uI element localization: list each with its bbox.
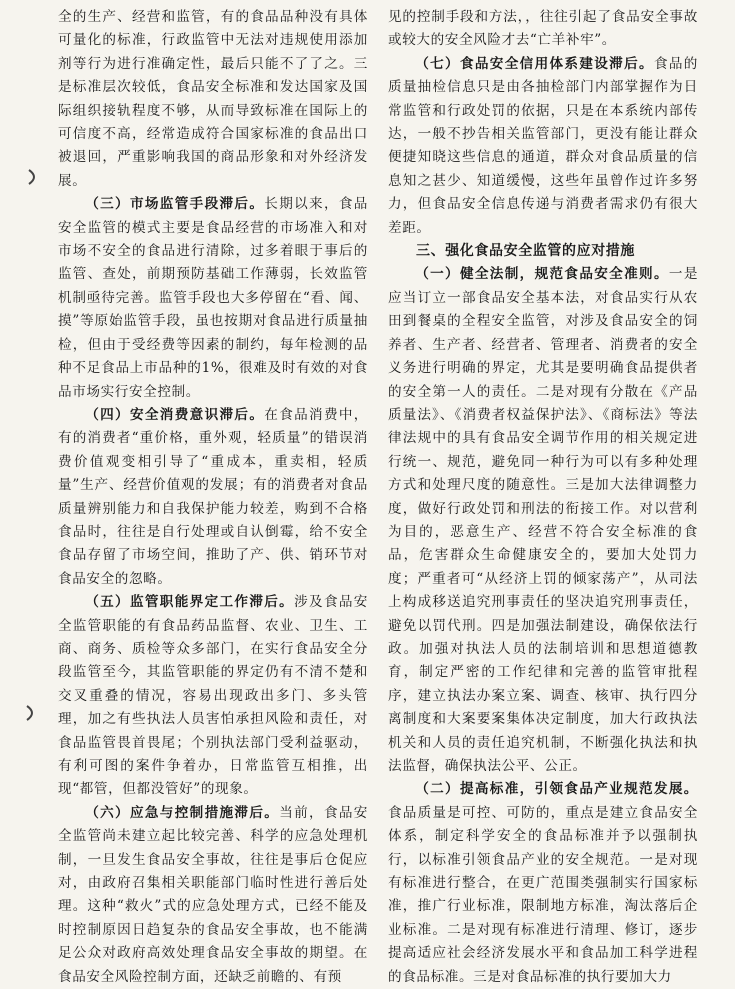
subsection-heading: （五）监管职能界定工作滞后。 [85, 594, 295, 611]
paragraph [58, 193, 368, 404]
subsection-heading: （一）健全法制，规范食品安全准则。 [415, 266, 669, 283]
paragraph: 全的生产、经营和监管，有的食品品种没有具体可量化的标准，行政监管中无法对违规使用添加剂等行为进行准确定性，最后只能不了了之。三是标准层次较低，食品安全标准和发达国家及国际组织接轨程度不够，从而导致标准在国际上的可信度不高，经常造成符合国家标准的食品出口被退回，严重影响我国的商品形象和对外经济发展。 [58, 9, 368, 189]
paragraph [388, 263, 698, 778]
paragraph [388, 778, 698, 989]
section-title: 三、强化食品安全监管的应对措施 [416, 243, 635, 260]
paragraph: 见的控制手段和方法，，往往引起了食品安全事故或较大的安全风险才去“亡羊补牢”。 [388, 9, 698, 49]
paragraph-body: 食品的质量抽检信息只是由各抽检部门内部掌握作为日常监管和行政处罚的依据，只是在本系统内部传达，一般不抄告相关监管部门，更没有能让群众便捷知晓这些信息的通道，群众对食品质量的信息知之甚少、知道缓慢，这些年虽曾作过许多努力，但食品安全信息传递与消费者需求仍有很大差距。 [388, 55, 698, 236]
left-column [58, 6, 368, 989]
paragraph [58, 404, 368, 591]
paragraph-body: 涉及食品安全监管职能的有食品药品监督、农业、卫生、工商、商务、质检等众多部门，在实行食品安全分段监管至今，其监管职能的界定仍有不清不楚和交叉重叠的情况，容易出现政出多门、多头管理，加之有些执法人员害怕承担风险和责任，对食品监管畏首畏尾；个别执法部门受利益驱动，有利可图的案件争着办，日常监管互相推，出现“都管，但都没管好”的现象。 [58, 594, 368, 798]
subsection-heading: （六）应急与控制措施滞后。 [85, 804, 280, 821]
subsection-heading: （三）市场监管手段滞后。 [85, 196, 265, 213]
paragraph-body: 在食品消费中，有的消费者“重价格，重外观，轻质量”的错误消费价值观变相引导了“重成本，重卖相，轻质量”生产、经营价值观的发展；有的消费者对食品质量辨别能力和自我保护能力较差，购到不合格食品时，往往是自行处理或自认倒霉，给不安全食品存留了市场空间，推助了产、供、销环节对食品安全的忽略。 [58, 406, 368, 587]
subsection-heading: （二）提高标准，引领食品产业规范发展。 [415, 781, 698, 798]
binding-hole-mark [24, 167, 42, 187]
paragraph-body: 一是应当订立一部食品安全基本法，对食品实行从农田到餐桌的全程安全监管，对涉及食品安全的饲养者、生产者、经营者、管理者、消费者的安全义务进行明确的界定，尤其是要明确食品提供者的安全第一人的责任。二是对现有分散在《产品质量法》、《消费者权益保护法》、《商标法》等法律法规中的具有食品安全调节作用的相关规定进行统一、规范，避免同一种行为可以有多种处理方式和处理尺度的随意性。三是加大法律调整力度，做好行政处罚和刑法的衔接工作。对以营利为目的，恶意生产、经营不符合安全标准的食品，危害群众生命健康安全的，要加大处罚力度；严重者可“从经济上罚的倾家荡产”，从司法上构成移送追究刑事责任的坚决追究刑事责任，避免以罚代刑。四是加强法制建设，确保依法行政。加强对执法人员的法制培训和思想道德教育，制定严密的工作纪律和完善的监管审批程序，建立执法办案立案、调查、核审、执行四分离制度和大案要案集体决定制度，加大行政执法机关和人员的责任追究机制，不断强化执法和执法监督，确保执法公平、公正。 [388, 266, 699, 774]
paragraph-body: 当前，食品安全监管尚未建立起比较完善、科学的应急处理机制，一旦发生食品安全事故，往往是事后仓促应对，由政府召集相关职能部门临时性进行善后处理。这种“救火”式的应急处理方式，已经不能及时控制原因日趋复杂的食品安全事故，也不能满足公众对政府高效处理食品安全事故的期望。在食品安全风险控制方面，还缺乏前瞻的、有预 [58, 804, 368, 985]
binding-hole-mark [22, 703, 40, 723]
paragraph-body: 食品质量是可控、可防的，重点是建立食品安全体系，制定科学安全的食品标准并予以强制执行，以标准引领食品产业的安全规范。一是对现有标准进行整合，在更广范围类强制实行国家标准，推广行业标准，限制地方标准，淘汰落后企业标准。二是对现有标准进行清理、修订，逐步提高适应社会经济发展水平和食品加工科学进程的食品标准。三是对食品标准的执行要加大力 [388, 804, 698, 985]
paragraph [388, 53, 698, 240]
paragraph [58, 802, 368, 989]
paragraph-body: 长期以来，食品安全监管的模式主要是食品经营的市场准入和对市场不安全的食品进行清除，过多着眼于事后的监管、查处，前期预防基础工作薄弱，长效监管机制亟待完善。监管手段也大多停留在“看、闻、摸”等原始监管手段，虽也按期对食品进行质量抽检，但由于受经费等因素的制约，每年检测的品种不足食品上市品种的1%，很难及时有效的对食品市场实行安全控制。 [58, 196, 368, 400]
subsection-heading: （七）食品安全信用体系建设滞后。 [415, 55, 654, 72]
subsection-heading: （四）安全消费意识滞后。 [85, 406, 265, 423]
right-column [388, 6, 698, 989]
paragraph [58, 591, 368, 802]
